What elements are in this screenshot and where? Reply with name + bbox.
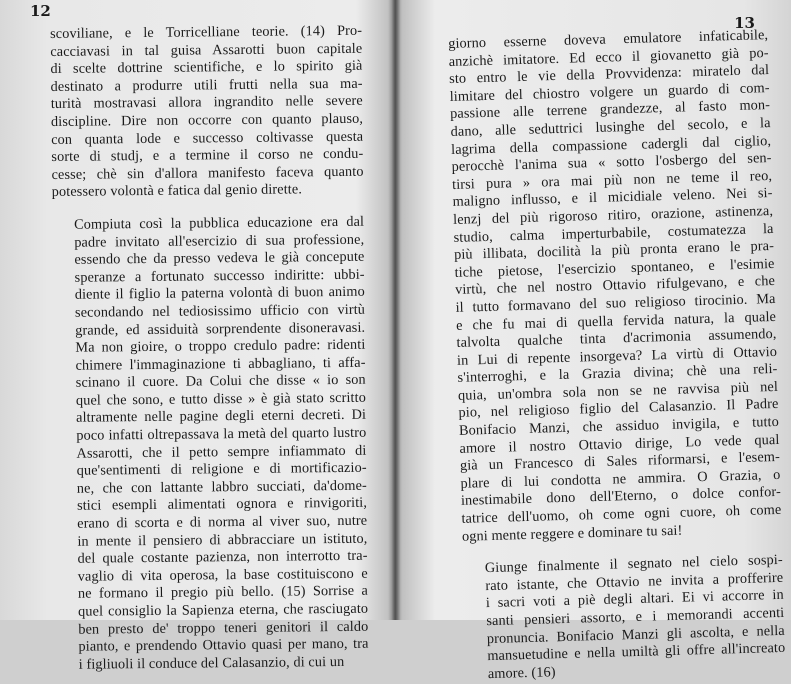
text-line: limitare del chiostro volgere un guardo di com- [449, 79, 770, 105]
text-line: scoviliane, e le Torricelliane teorie. (14) Pro- [50, 22, 363, 42]
text-line: maligno influsso, e il micidiale veleno. Nei si- [452, 185, 773, 211]
text-line: Compiuta così la pubblica educazione era dal [73, 213, 365, 233]
text-line: secondando nel tediosissimo ufficio con virtù [74, 301, 366, 321]
text-line: i sacri voti a piè degli altari. Ei vi accorre in [485, 587, 784, 612]
text-line: già un Francesco di Sales riformarsi, e l'esem- [459, 449, 781, 475]
text-line: scinano il cuore. Da Colui che disse « io son [75, 371, 366, 392]
text-line: lagrima della compassione cadergli dal ciglio, [450, 132, 772, 158]
text-line: Assarotti, che il petto sempre infiammato di [76, 442, 367, 462]
text-line: ne formano il pregio più bello. (15) Sorrise a [77, 583, 369, 603]
text-line: inestimabile dono dell'Eterno, o dolce confor- [460, 484, 782, 510]
text-line: giorno esserne doveva emulatore infaticabile, [448, 27, 769, 52]
text-line: ogni mente reggere e dominare tu sai! [461, 522, 683, 545]
text-line: più illibata, docilità la più pronta erano le pra- [453, 238, 775, 264]
text-line: anzichè imitatore. Ed ecco il giovanetto già po- [448, 44, 769, 70]
text-line: perocchè l'anima sua « sotto l'osbergo del sen- [451, 150, 772, 176]
left-paragraph-1 [50, 23, 364, 202]
text-line: Ma non gioire, o troppo credulo padre: ridenti [75, 336, 366, 356]
text-line: sto entro le vie della Provvidenza: miratelo dal [448, 62, 770, 88]
text-line: e che fu mai di quella fervida natura, la quale [455, 308, 777, 334]
page-number-left: 12 [30, 2, 51, 20]
text-line: cacciavasi in tal guisa Assarotti buon capitale [50, 40, 363, 60]
text-line: quel consiglio la Sapienza eterna, che rasciugato [78, 600, 369, 620]
text-line: rato istante, che Ottavio ne invita a profferire [485, 569, 784, 594]
text-line: di scelte dottrine scientifiche, e lo spirito già [50, 57, 363, 78]
text-line: quel che sono, e tutto disse » è già stato scritto [75, 389, 366, 409]
text-line: lenzj del più rigoroso ritiro, orazione, astinenza, [452, 202, 774, 228]
text-line: s'interroghi, e la Grazia divina; chè una reli- [457, 361, 778, 387]
text-line: sorte di studj, e a termine il corso ne condu- [51, 145, 364, 166]
right-paragraph-1 [448, 27, 782, 546]
text-line: in mente il pensiero di abbracciare un istituto, [77, 530, 368, 550]
text-line: destinato a produrre utili frutti nella sua ma- [50, 75, 363, 95]
text-line: altramente nelle pagine degli eterni decreti. Di [76, 407, 367, 427]
right-page-text [448, 27, 786, 684]
text-line: cesse; chè sin d'allora manifesto faceva quanto [51, 163, 364, 183]
text-line: erano di scorta e di norma al viver suo, nutre [77, 512, 368, 532]
text-line: plare di lui condotta ne ammira. O Grazia, o [460, 466, 781, 492]
text-line: dano, alle seduttrici lusinghe del secolo, e la [450, 114, 771, 140]
text-line: in Lui di repente insorgeva? La virtù di Ottavio [456, 343, 778, 369]
text-line: ne, che con lattante labbro succiati, da'dome- [76, 477, 367, 497]
text-line: quia, un'ombra sola non se ne ravvisa più nel [457, 378, 779, 404]
right-page [396, 0, 791, 682]
left-page-text [50, 23, 369, 675]
text-line: ben presto de' troppo teneri genitori il caldo [78, 618, 369, 638]
text-line: Giunge finalmente il segnato nel cielo sospi- [484, 552, 783, 577]
text-line: il tutto formavano del suo religioso tirocinio. Ma [455, 290, 776, 316]
text-line: diente il figlio la paterna volontà di buon animo [74, 284, 365, 304]
text-line: santi pensieri assorto, e i memorandi accenti [486, 604, 785, 630]
text-line: turità mostravasi allora ingrandito nelle severe [50, 93, 363, 113]
text-line: pio, nel religioso figlio del Calasanzio. Il Padre [458, 396, 779, 422]
text-line: talvolta qualche tinta d'acrimonia assumendo, [456, 326, 777, 351]
page-number-right: 13 [734, 14, 755, 32]
text-line: discipline. Dire non occorre con quanto plauso, [50, 110, 364, 130]
text-line: amore il nostro Ottavio dirige, Lo vede qual [459, 431, 780, 457]
text-line: virtù, che nel nostro Ottavio rifulgevano, e che [454, 273, 776, 299]
text-line: padre invitato all'esercizio di sua professione, [74, 231, 365, 251]
text-line: grande, ed assiduità sorprendente disoneravasi. [75, 319, 366, 339]
text-line: amore. (16) [487, 664, 556, 682]
text-line: que'sentimenti di religione e di mortificazio- [76, 459, 367, 479]
text-line: pianto, e prendendo Ottavio quasi per mano, tra [78, 635, 369, 655]
text-line: Bonifacio Manzi, che assiduo invigila, e tutto [458, 413, 780, 439]
right-paragraph-2 [463, 552, 786, 684]
text-line: mansuetudine e nella umiltà gli offre all'increato [487, 640, 786, 665]
left-paragraph-2 [52, 214, 369, 675]
text-line: passione alle terrene grandezze, al fasto mon- [449, 97, 771, 123]
text-line: speranze a fortunato successo indiritte: ubbi- [74, 266, 365, 286]
text-line: chimere l'immaginazione ti abbagliano, ti affa- [75, 354, 366, 374]
text-line: del quale costante pazienza, non interrotto tra- [77, 547, 368, 567]
text-line: vaglio di vita operosa, la base costituiscono e [77, 565, 368, 585]
text-line: poco infatti oltrepassava la metà del quarto lustro [76, 424, 367, 444]
text-line: tiche pietose, l'esercizio spontaneo, e l'esimie [454, 255, 775, 281]
text-line: pronuncia. Bonifacio Manzi gli ascolta, e nella [486, 622, 785, 647]
text-line: tirsi pura » ora mai più non ne teme il reo, [451, 167, 773, 193]
text-line: i figliuoli il conduce del Calasanzio, di cui un [78, 653, 345, 673]
text-line: con quanta lode e successo coltivasse questa [51, 128, 364, 148]
text-line: potessero volontà e fatica dal genio dirette. [51, 181, 303, 201]
text-line: tatrice dell'uomo, oh come ogni cuore, oh come [461, 501, 782, 527]
left-page [0, 0, 392, 673]
text-line: stici esempli alimentati ognora e rinvigoriti, [76, 495, 368, 515]
text-line: essendo che da presso vedeva le già concepute [74, 248, 365, 268]
text-line: studio, calma imperturbabile, costumatezza la [453, 220, 774, 246]
